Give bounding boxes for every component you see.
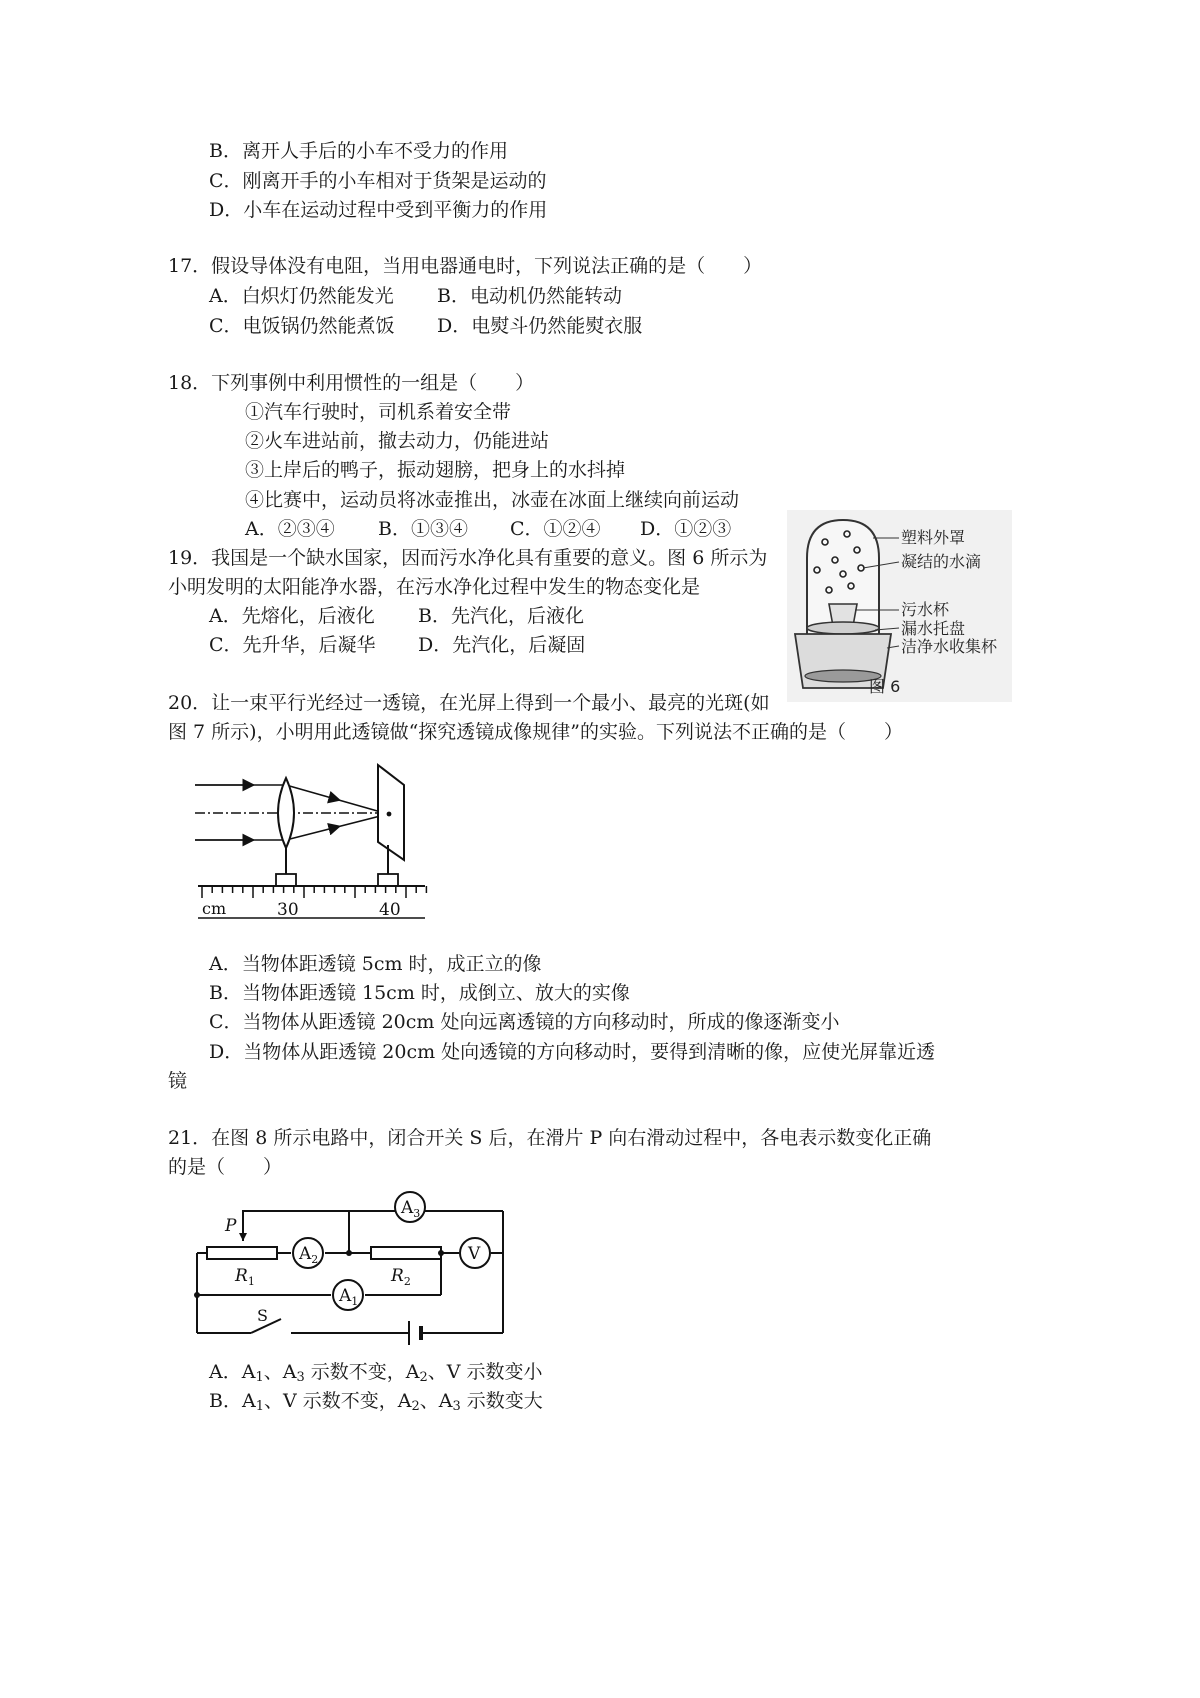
voltmeter-label: V <box>468 1244 481 1264</box>
q20-option-a: A．当物体距透镜 5cm 时，成正立的像 <box>209 953 542 975</box>
a2-subscript: 2 <box>311 1253 319 1266</box>
r1-subscript: 1 <box>247 1275 255 1288</box>
q20-option-c: C．当物体从距透镜 20cm 处向远离透镜的方向移动时，所成的像逐渐变小 <box>209 1011 840 1033</box>
switch-label-s: S <box>257 1306 268 1325</box>
figure-6-label-leaking-tray: 漏水托盘 <box>901 619 966 638</box>
svg-text:R1 <box>234 1266 255 1288</box>
slider-label-p: P <box>225 1216 237 1236</box>
q18-item-1: ①汽车行驶时，司机系着安全带 <box>245 401 512 423</box>
leaking-tray-shape <box>807 622 879 634</box>
ruler-ticks <box>202 886 426 898</box>
q17-stem: 17．假设导体没有电阻，当用电器通电时，下列说法正确的是（ ） <box>168 255 763 277</box>
q19-option-b: B．先汽化，后液化 <box>418 605 584 627</box>
figure-8-circuit <box>185 1185 525 1345</box>
q20-stem-line1: 20．让一束平行光经过一透镜，在光屏上得到一个最小、最亮的光斑(如 <box>168 692 770 714</box>
a3-letter: A <box>401 1198 414 1218</box>
figure-6-label-clean-water-cup: 洁净水收集杯 <box>901 637 998 656</box>
resistor-r1 <box>207 1247 277 1259</box>
figure-6-caption: 图 6 <box>869 677 901 696</box>
q16-option-b: B．离开人手后的小车不受力的作用 <box>209 140 508 162</box>
q20-stem-line2: 图 7 所示)，小明用此透镜做“探究透镜成像规律”的实验。下列说法不正确的是（ ） <box>168 721 904 743</box>
q18-option-a: A．②③④ <box>245 518 335 540</box>
q20-option-b: B．当物体距透镜 15cm 时，成倒立、放大的实像 <box>209 982 630 1004</box>
ruler-unit: cm <box>202 899 227 918</box>
r2-subscript: 2 <box>403 1275 411 1288</box>
q21-stem-line2: 的是（ ） <box>168 1156 283 1178</box>
q18-option-b: B．①③④ <box>378 518 468 540</box>
q17-option-d: D．电熨斗仍然能熨衣服 <box>437 315 643 337</box>
q18-item-3: ③上岸后的鸭子，振动翅膀，把身上的水抖掉 <box>245 459 626 481</box>
ruler-mark-30: 30 <box>277 900 299 920</box>
light-screen-shape <box>378 765 404 860</box>
figure-6-label-water-droplets: 凝结的水滴 <box>901 552 982 571</box>
resistor-r2 <box>371 1247 441 1259</box>
q20-option-d-line2: 镜 <box>168 1070 188 1092</box>
q21-option-a: A．$A_1$、$A_3$ 示数不变，$A_2$、V 示数变小 <box>209 1361 543 1385</box>
q19-option-a: A．先熔化，后液化 <box>209 605 375 627</box>
q18-option-d: D．①②③ <box>640 518 732 540</box>
q17-option-a: A．白炽灯仍然能发光 <box>209 285 394 307</box>
figure-6-label-plastic-cover: 塑料外罩 <box>901 528 966 547</box>
q19-option-d: D．先汽化，后凝固 <box>418 634 586 656</box>
q18-item-4: ④比赛中，运动员将冰壶推出，冰壶在冰面上继续向前运动 <box>245 489 740 511</box>
q17-option-b: B．电动机仍然能转动 <box>437 285 622 307</box>
convex-lens-shape <box>278 778 294 848</box>
figure-6-solar-purifier <box>787 510 1012 702</box>
slider-arrow <box>239 1233 247 1241</box>
q16-option-c: C．刚离开手的小车相对于货架是运动的 <box>209 170 547 192</box>
q16-option-d: D．小车在运动过程中受到平衡力的作用 <box>209 199 548 221</box>
q19-stem-line1: 19．我国是一个缺水国家，因而污水净化具有重要的意义。图 6 所示为 <box>168 547 768 569</box>
q21-stem-line1: 21．在图 8 所示电路中，闭合开关 S 后，在滑片 P 向右滑动过程中，各电表示数变化正确 <box>168 1127 932 1149</box>
q18-option-c: C．①②④ <box>510 518 601 540</box>
q18-stem: 18．下列事例中利用惯性的一组是（ ） <box>168 372 535 394</box>
q19-stem-line2: 小明发明的太阳能净水器，在污水净化过程中发生的物态变化是 <box>168 576 701 598</box>
ruler-mark-40: 40 <box>379 900 401 920</box>
a2-letter: A <box>299 1244 312 1264</box>
a1-letter: A <box>339 1286 352 1306</box>
q20-option-d-line1: D．当物体从距透镜 20cm 处向透镜的方向移动时，要得到清晰的像，应使光屏靠近透 <box>209 1041 936 1063</box>
r1-letter: R <box>235 1266 248 1286</box>
svg-text:R2 <box>390 1266 411 1288</box>
figure-7-lens-bench <box>190 760 440 930</box>
a1-subscript: 1 <box>351 1295 359 1308</box>
focal-spot <box>387 812 392 817</box>
figure-6-label-dirty-water-cup: 污水杯 <box>901 600 950 619</box>
q17-option-c: C．电饭锅仍然能煮饭 <box>209 315 395 337</box>
q19-option-c: C．先升华，后凝华 <box>209 634 376 656</box>
q18-item-2: ②火车进站前，撤去动力，仍能进站 <box>245 430 550 452</box>
a3-subscript: 3 <box>413 1207 421 1220</box>
q21-option-b: B．$A_1$、V 示数不变，$A_2$、$A_3$ 示数变大 <box>209 1390 543 1414</box>
r2-letter: R <box>391 1266 404 1286</box>
